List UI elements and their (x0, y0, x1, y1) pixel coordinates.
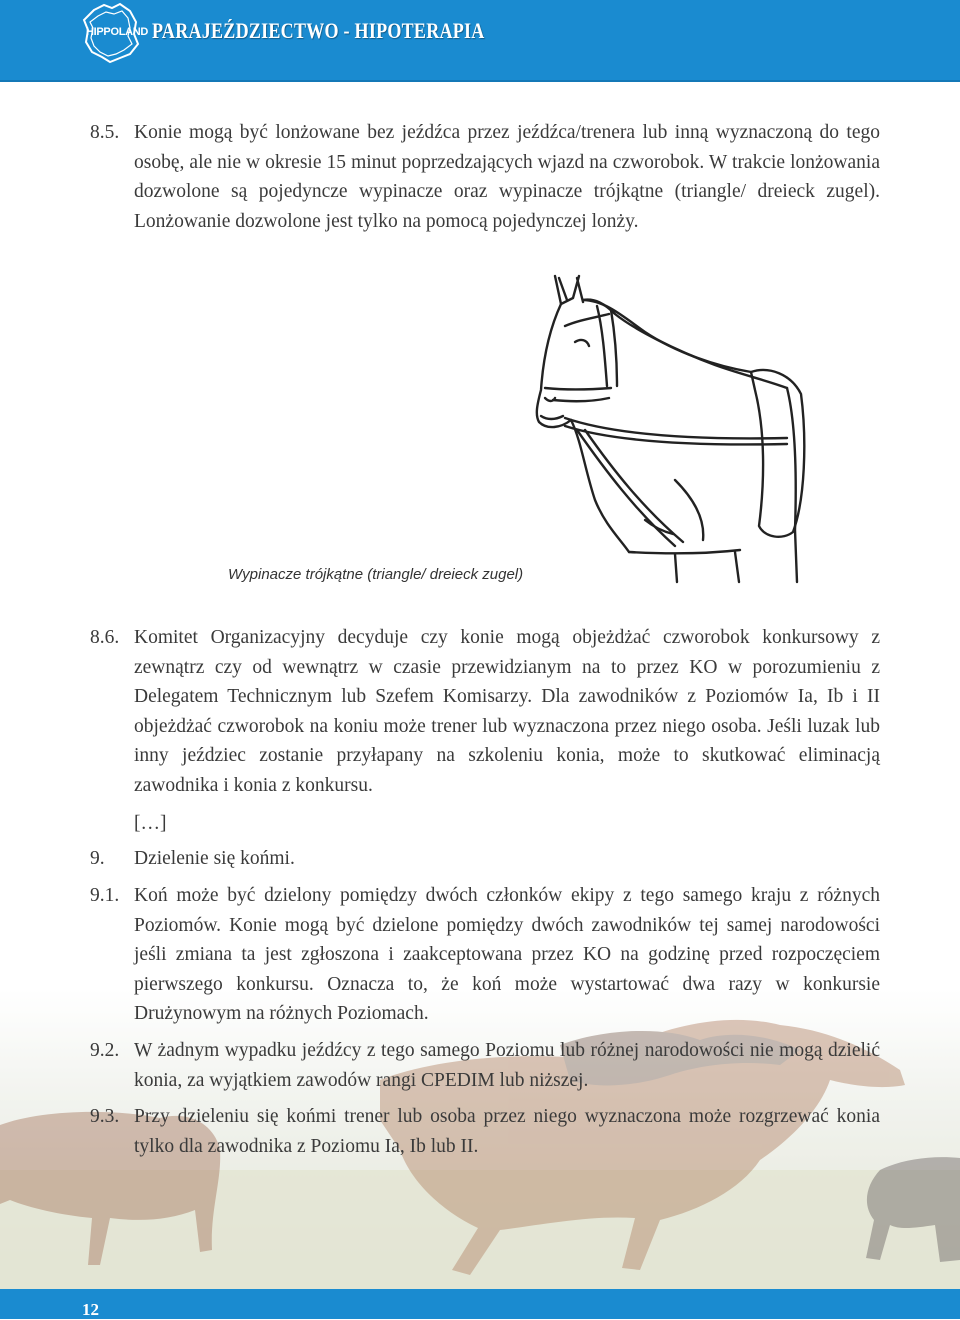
section-9 (90, 844, 880, 874)
logo-text: HIPPOLAND (86, 26, 149, 38)
page-header (0, 0, 960, 82)
section-text: Koń może być dzielony pomiędzy dwóch członków ekipy z tego samego kraju z różnych Poziomów. Konie mogą być dzielone pomiędzy dwóch zawodników tej samej narodowości jeśli zmiana ta jest zgłoszona i zaakceptowana przez KO na godzinę przed rozpoczęciem pierwszego konkursu. Oznacza to, że koń może wystartować dwa razy w konkursie Drużynowym na różnych Poziomach. (134, 885, 880, 1025)
section-text: Konie mogą być lonżowane bez jeźdźca przez jeźdźca/trenera lub inną wyznaczoną do tego osobę, ale nie w okresie 15 minut poprzedzających wjazd na czworobok. W trakcie lonżowania dozwolone są pojedyncze wypinacze oraz wypinacze trójkątne (triangle/ dreieck zugel). Lonżowanie dozwolone jest tylko na pomocą pojedynczej lonży. (134, 122, 880, 232)
section-8-6 (90, 623, 880, 803)
section-8-5 (90, 118, 880, 238)
section-number: 9.1. (90, 885, 120, 906)
section-9-1 (90, 881, 880, 1031)
header-title: PARAJEŹDZIECTWO - HIPOTERAPIA (152, 18, 485, 43)
section-9-2 (90, 1036, 880, 1096)
section-number: 9. (90, 848, 105, 869)
section-9-3 (90, 1102, 880, 1162)
section-text: W żadnym wypadku jeźdźcy z tego samego Poziomu lub różnej narodowości nie mogą dzielić konia, za wyjątkiem zawodów rangi CPEDIM lub niższej. (134, 1040, 880, 1091)
section-number: 8.6. (90, 627, 120, 648)
section-number: 9.2. (90, 1040, 120, 1061)
page-number: 12 (82, 1300, 99, 1319)
section-ellipsis (90, 809, 880, 839)
section-text: Przy dzieleniu się końmi trener lub osoba przez niego wyznaczona może rozgrzewać konia tylko dla zawodnika z Poziomu Ia, Ib lub II. (134, 1106, 880, 1157)
section-number: 8.5. (90, 122, 120, 143)
figure-caption: Wypinacze trójkątne (triangle/ dreieck zugel) (228, 566, 524, 583)
page-footer (0, 1289, 960, 1319)
section-text: […] (134, 813, 167, 834)
section-text: Dzielenie się końmi. (134, 848, 295, 869)
section-text: Komitet Organizacyjny decyduje czy konie mogą objeżdżać czworobok konkursowy z zewnątrz czy od wewnątrz w czasie przewidzianym na to przez KO w porozumieniu z Delegatem Technicznym lub Szefem Komisarzy. Dla zawodników z Poziomów Ia, Ib i II objeżdżać czworobok na koniu może trener lub wyznaczona przez niego osoba. Jeśli luzak lub inny jeździec zostanie przyłapany na szkoleniu konia, może to skutkować eliminacją zawodnika i konia z konkursu. (134, 627, 880, 796)
horse-bridle-illustration (525, 270, 815, 588)
section-number: 9.3. (90, 1106, 120, 1127)
